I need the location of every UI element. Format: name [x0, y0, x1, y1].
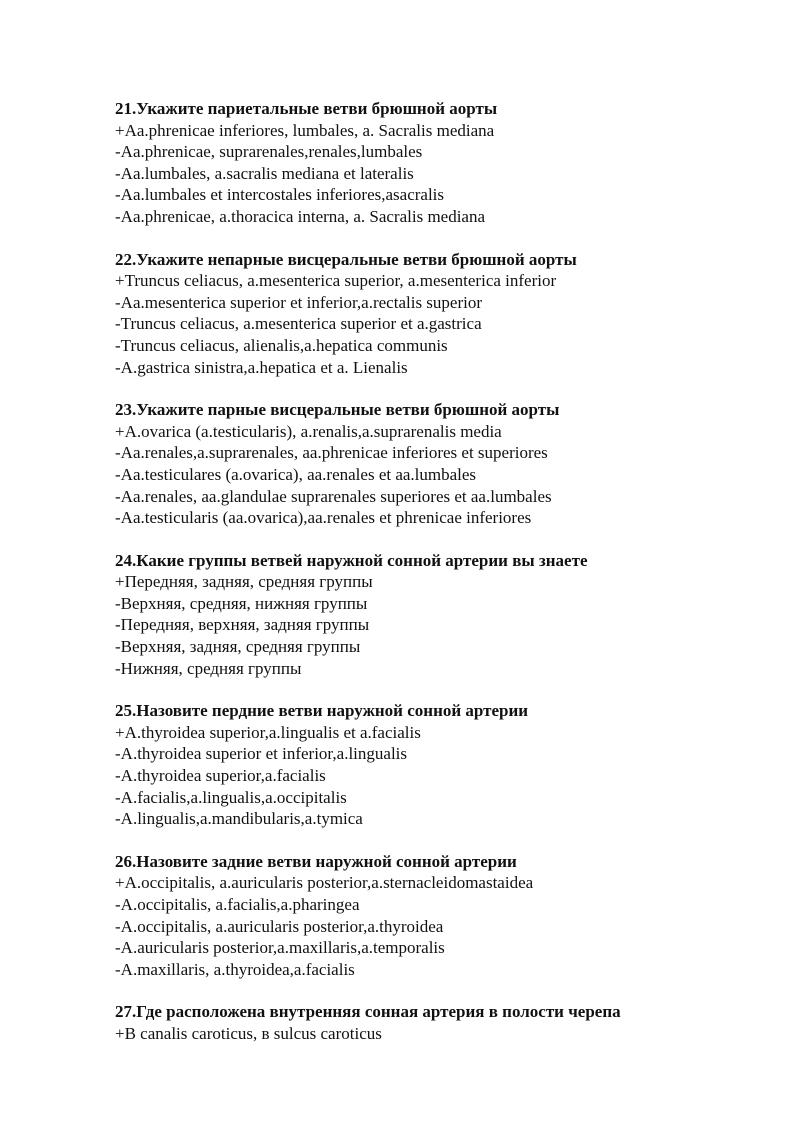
question-22 — [115, 249, 755, 379]
answer-option: +A.thyroidea superior,a.lingualis et a.facialis — [115, 722, 421, 742]
answer-option: -Aa.renales,a.suprarenales, aa.phrenicae inferiores et superiores — [115, 443, 548, 463]
answer-option: -A.auricularis posterior,a.maxillaris,a.temporalis — [115, 938, 445, 958]
answer-option: -Aa.phrenicae, suprarenales,renales,lumbales — [115, 142, 423, 162]
answer-option: -Aa.phrenicae, a.thoracica interna, a. Sacralis mediana — [115, 206, 486, 226]
question-23 — [115, 399, 755, 529]
answer-option: +Передняя, задняя, средняя группы — [115, 572, 373, 592]
answer-option: -Aa.testiculares (a.ovarica), aa.renales et aa.lumbales — [115, 464, 477, 484]
answer-option: -Верхняя, задняя, средняя группы — [115, 637, 361, 657]
question-title: 23.Укажите парные висцеральные ветви брюшной аорты — [115, 400, 560, 420]
answer-option: -A.thyroidea superior et inferior,a.lingualis — [115, 744, 408, 764]
answer-option: +B canalis caroticus, в sulcus caroticus — [115, 1023, 382, 1043]
question-title: 26.Назовите задние ветви наружной сонной артерии — [115, 851, 517, 871]
answer-option: -Aa.lumbales et intercostales inferiores,asacralis — [115, 185, 445, 205]
question-26 — [115, 851, 755, 981]
question-title: 24.Какие группы ветвей наружной сонной артерии вы знаете — [115, 550, 588, 570]
answer-option: -A.occipitalis, a.facialis,a.pharingea — [115, 895, 360, 914]
answer-option: +A.ovarica (a.testicularis), a.renalis,a.suprarenalis media — [115, 421, 502, 441]
question-title: 21.Укажите париетальные ветви брюшной аорты — [115, 99, 498, 118]
answer-option: -Truncus celiacus, a.mesenterica superior et a.gastrica — [115, 314, 482, 334]
answer-option: -A.lingualis,a.mandibularis,a.tymica — [115, 809, 363, 829]
answer-option: +Aa.phrenicae inferiores, lumbales, a. Sacralis mediana — [115, 120, 495, 140]
question-25 — [115, 700, 755, 830]
answer-option: +Truncus celiacus, a.mesenterica superior, a.mesenterica inferior — [115, 271, 557, 291]
answer-option: -A.facialis,a.lingualis,a.occipitalis — [115, 787, 347, 807]
question-title: 25.Назовите пердние ветви наружной сонной артерии — [115, 701, 529, 721]
question-title: 22.Укажите непарные висцеральные ветви брюшной аорты — [115, 249, 577, 269]
answer-option: -A.gastrica sinistra,a.hepatica et a. Lienalis — [115, 357, 408, 377]
question-24 — [115, 550, 755, 680]
answer-option: -Нижняя, средняя группы — [115, 658, 302, 678]
answer-option: -A.maxillaris, a.thyroidea,a.facialis — [115, 959, 355, 979]
question-21 — [115, 98, 755, 228]
answer-option: -Передняя, верхняя, задняя группы — [115, 615, 370, 635]
document-page — [115, 98, 755, 1066]
answer-option: -A.thyroidea superior,a.facialis — [115, 766, 326, 786]
question-title: 27.Где расположена внутренняя сонная артерия в полости черепа — [115, 1002, 621, 1022]
answer-option: -Truncus celiacus, alienalis,a.hepatica communis — [115, 335, 448, 355]
answer-option: -Aa.mesenterica superior et inferior,a.rectalis superior — [115, 292, 483, 312]
answer-option: -A.occipitalis, a.auricularis posterior,a.thyroidea — [115, 916, 444, 936]
answer-option: -Aa.testicularis (aa.ovarica),aa.renales et phrenicae inferiores — [115, 508, 532, 528]
answer-option: -Верхняя, средняя, нижняя группы — [115, 593, 368, 613]
answer-option: -Aa.renales, aa.glandulae suprarenales superiores et aa.lumbales — [115, 486, 552, 506]
question-27 — [115, 1001, 755, 1044]
answer-option: +A.occipitalis, a.auricularis posterior,a.sternacleidomastaidea — [115, 873, 534, 893]
answer-option: -Aa.lumbales, a.sacralis mediana et lateralis — [115, 163, 414, 183]
